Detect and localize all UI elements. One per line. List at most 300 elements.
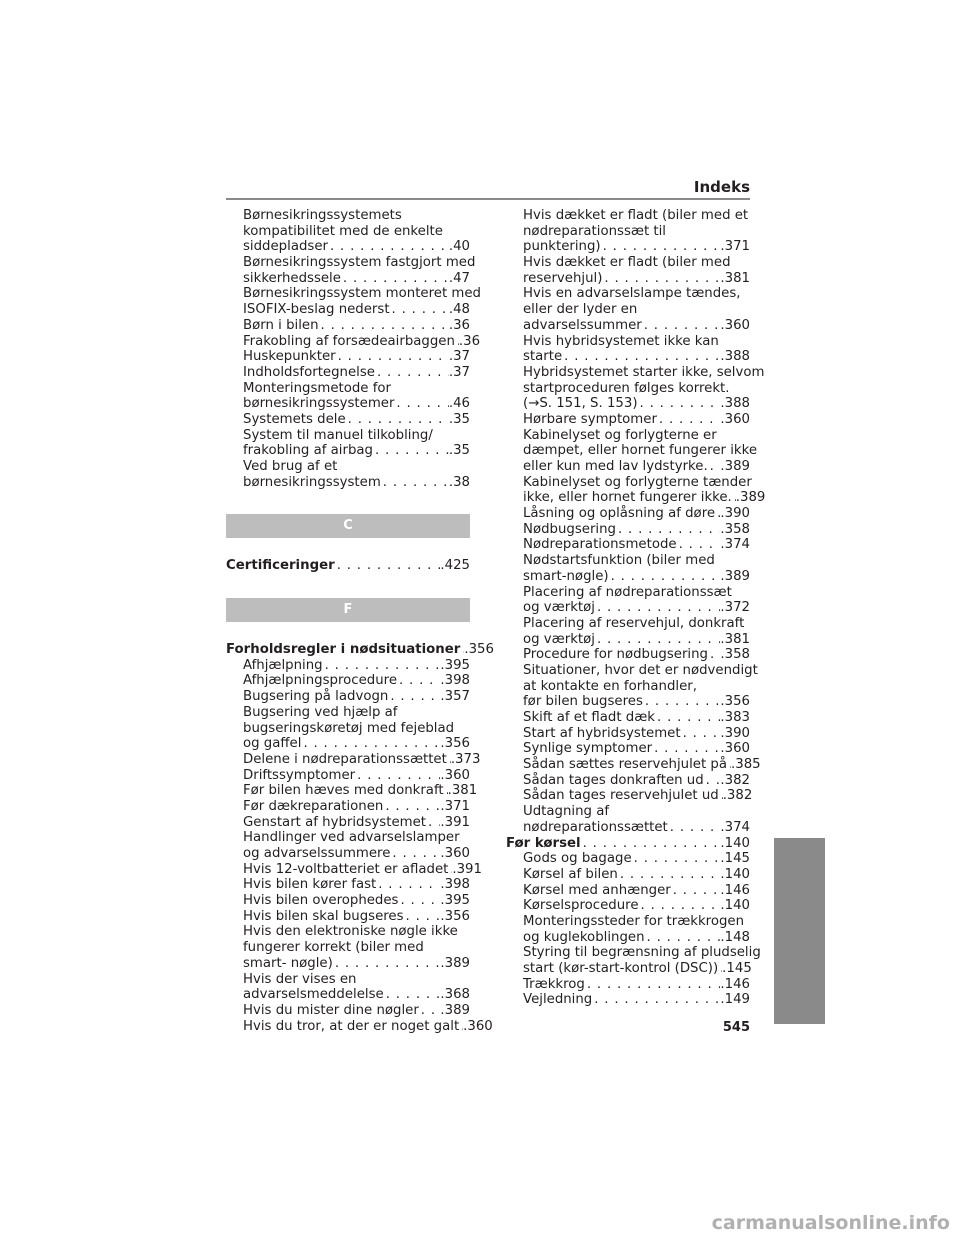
index-entry: [226, 751, 481, 768]
index-entry-line: [226, 721, 470, 737]
dot-leader: [601, 239, 721, 255]
dot-leader: [668, 820, 721, 836]
page-ref: .368: [440, 987, 470, 1003]
index-entry: [226, 396, 470, 412]
index-entry-line: [226, 208, 470, 224]
dot-leader: [333, 956, 441, 972]
page-ref: .47: [448, 270, 470, 286]
index-entry-line: [506, 475, 750, 491]
index-entry: [226, 558, 470, 574]
index-entry-line: [506, 208, 750, 224]
dot-leader: [643, 694, 721, 710]
index-entry-line: [506, 945, 761, 961]
index-entry: [506, 459, 750, 475]
index-entry: [226, 861, 482, 878]
entry-text: Start af hybridsystemet: [523, 725, 681, 741]
entry-text: Bugsering på ladvogn: [243, 689, 389, 705]
index-entry: [506, 396, 750, 412]
page-ref: .374: [720, 537, 750, 553]
entry-text: smart-nøgle): [523, 568, 609, 584]
page-ref: .389: [440, 955, 470, 971]
index-entry: [226, 768, 470, 784]
page-ref: .145: [722, 961, 752, 976]
entry-text: Kabinelyset og forlygterne er: [523, 427, 717, 443]
index-entry-line: [506, 255, 750, 271]
entry-text: Skift af et fladt dæk: [523, 710, 656, 725]
page-ref: .358: [720, 647, 750, 663]
entry-text: Før kørsel: [506, 835, 581, 851]
entry-text: Før dækreparationen: [243, 798, 384, 814]
dot-leader: [341, 271, 449, 287]
entry-text: dæmpet, eller hornet fungerer ikke: [523, 443, 758, 459]
index-entry-line: [506, 428, 750, 444]
entry-text: Børnesikringssystem monteret med: [243, 286, 481, 302]
entry-text: Vejledning: [523, 992, 593, 1008]
page-ref: .381: [720, 631, 750, 647]
page-ref: .389: [440, 1002, 470, 1018]
index-column-right: [506, 208, 766, 1008]
dot-leader: [657, 412, 720, 428]
dot-leader: [426, 815, 440, 831]
entry-text: Situationer, hvor det er nødvendigt: [523, 662, 758, 678]
entry-text: Kørsel med anhænger: [523, 882, 671, 898]
entry-text: Procedure for nødbugsering: [523, 647, 708, 663]
page-ref: .391: [452, 861, 482, 877]
entry-text: Hvis 12-voltbatteriet er afladet: [243, 861, 449, 877]
entry-text: Nødreparationsmetode: [523, 537, 677, 553]
page-ref: .371: [440, 798, 470, 814]
page-ref: .48: [448, 302, 470, 318]
page-ref: .360: [720, 317, 750, 333]
index-entry: [226, 443, 470, 459]
entry-text: Genstart af hybridsystemet: [243, 814, 426, 830]
dot-leader: [388, 689, 440, 705]
entry-text: sikkerhedssele: [243, 270, 341, 286]
page-ref: .389: [720, 459, 750, 474]
entry-text: Afhjælpningsprocedure: [243, 673, 397, 689]
index-entry: [226, 956, 470, 972]
entry-text: Før bilen hæves med donkraft: [243, 783, 444, 799]
dot-leader: [652, 741, 720, 757]
dot-leader: [397, 673, 440, 689]
index-entry-line: [226, 940, 470, 956]
page-ref: .356: [440, 908, 470, 924]
page-ref: .356: [464, 642, 494, 658]
spacer: [226, 622, 470, 642]
page-ref: .148: [720, 929, 750, 945]
entry-text: før bilen bugseres: [523, 694, 643, 710]
dot-leader: [301, 736, 440, 752]
index-entry-line: [506, 804, 750, 820]
page-ref: .356: [440, 736, 470, 752]
index-entry-line: [506, 302, 750, 318]
index-entry-line: [226, 286, 481, 302]
dot-leader: [681, 726, 721, 742]
index-entry-line: [226, 255, 476, 271]
index-entry: [226, 877, 470, 893]
dot-leader: [404, 909, 441, 925]
page-ref: .398: [440, 673, 470, 689]
entry-text: Nødbugsering: [523, 521, 616, 537]
page-ref: .360: [440, 767, 470, 783]
entry-text: Monteringsmetode for: [243, 380, 391, 396]
dot-leader: [639, 898, 721, 914]
dot-leader: [602, 271, 720, 287]
entry-text: bugseringskøretøj med fejeblad: [243, 720, 455, 736]
dot-leader: [677, 537, 721, 553]
entry-text: Nødstartsfunktion (biler med: [523, 553, 715, 569]
dot-leader: [419, 1003, 441, 1019]
entry-text: Kabinelyset og forlygterne tænder: [523, 474, 752, 490]
page-ref: .382: [722, 788, 753, 804]
index-entry-line: [226, 924, 470, 940]
index-entry: [226, 239, 470, 255]
entry-text: System til manuel tilkobling/: [243, 427, 433, 443]
page-ref: .360: [720, 741, 750, 757]
dot-leader: [394, 396, 448, 412]
header-title: Indeks: [693, 178, 750, 196]
entry-text: børnesikringssystem: [243, 474, 381, 490]
page-ref: .357: [440, 689, 470, 705]
dot-leader: [581, 836, 721, 852]
entry-text: Hvis den elektroniske nøgle ikke: [243, 924, 458, 940]
index-entry: [226, 673, 470, 689]
dot-leader: [655, 710, 720, 726]
page-ref: .390: [720, 725, 750, 741]
page-ref: .398: [440, 877, 470, 893]
entry-text: Driftssymptomer: [243, 767, 356, 783]
dot-leader: [592, 992, 720, 1008]
page-ref: .145: [720, 851, 750, 867]
dot-leader: [381, 475, 449, 491]
entry-text: Kørselsprocedure: [523, 898, 639, 914]
entry-text: Hvis dækket er fladt (biler med: [523, 255, 731, 271]
entry-text: Indholdsfortegnelse: [243, 364, 375, 380]
index-entry: [506, 239, 750, 255]
entry-text: (→S. 151, S. 153): [523, 396, 638, 412]
page-ref: .146: [720, 976, 750, 992]
index-entry: [506, 898, 750, 914]
index-entry: [226, 893, 470, 909]
index-entry: [226, 783, 478, 799]
entry-text: ISOFIX-beslag nederst: [243, 302, 390, 318]
page-ref: .374: [720, 819, 750, 835]
entry-text: advarselsmeddelelse: [243, 987, 384, 1003]
letter-heading-c: C: [226, 514, 470, 538]
dot-leader: [390, 846, 440, 862]
index-entry-line: [506, 364, 765, 381]
page-ref: .140: [720, 898, 750, 914]
index-entry-line: [226, 459, 470, 475]
entry-text: Hybridsystemet starter ikke, selvom: [523, 364, 765, 380]
entry-text: Hvis du tror, at der er noget galt: [243, 1018, 460, 1034]
entry-text: og advarselssummere: [243, 846, 391, 861]
page-ref: .389: [720, 568, 750, 584]
dot-leader: [704, 773, 721, 789]
index-entry: [506, 726, 750, 742]
index-entry: [506, 788, 753, 804]
entry-text: Hvis du mister dine nøgler: [243, 1002, 419, 1018]
dot-leader: [609, 569, 721, 585]
entry-text: nødreparationssættet: [523, 819, 668, 835]
index-entry: [506, 992, 750, 1008]
entry-text: og gaffel: [243, 736, 302, 752]
entry-text: Huskepunkter: [243, 349, 336, 365]
index-entry: [226, 1003, 470, 1019]
index-entry-line: [506, 224, 750, 240]
entry-text: reservehjul): [523, 270, 603, 286]
page-ref: .360: [720, 411, 750, 427]
index-entry: [506, 836, 750, 852]
page-ref: .391: [440, 814, 470, 830]
entry-text: Certificeringer: [226, 558, 335, 574]
index-entry-line: [506, 914, 750, 930]
index-entry: [226, 987, 470, 1003]
index-entry: [226, 333, 481, 350]
entry-text: frakobling af airbag: [243, 443, 373, 459]
dot-leader: [335, 558, 441, 574]
entry-text: og kuglekoblingen: [523, 929, 645, 945]
page-ref: .360: [463, 1018, 493, 1034]
index-entry: [506, 600, 750, 616]
page-ref: .46: [448, 396, 470, 412]
index-entry: [506, 318, 750, 334]
watermark-text: carmanualsonline.info: [711, 1212, 950, 1234]
index-entry: [506, 490, 766, 506]
index-entry: [506, 647, 750, 663]
index-entry-line: [226, 705, 470, 721]
page-ref: .381: [447, 783, 478, 799]
dot-leader: [618, 867, 721, 883]
index-entry: [226, 318, 470, 334]
index-entry-line: [226, 381, 470, 397]
index-entry: [506, 412, 750, 428]
chapter-side-tab: [774, 838, 825, 1024]
entry-text: Sådan tages donkraften ud: [523, 772, 704, 788]
entry-text: Hørbare symptomer: [523, 411, 657, 427]
header-rule: [226, 198, 750, 200]
index-entry: [226, 909, 470, 925]
page-ref: .388: [720, 349, 750, 365]
page-ref: .35: [448, 411, 470, 427]
dot-leader: [616, 522, 720, 538]
dot-leader: [336, 349, 449, 365]
index-entry: [226, 736, 470, 752]
page-ref: .381: [720, 270, 750, 286]
index-entry: [226, 412, 470, 428]
entry-text: smart- nøgle): [243, 955, 333, 971]
entry-text: ikke, eller hornet fungerer ikke.: [523, 490, 732, 506]
index-entry: [226, 271, 470, 287]
entry-group: [506, 836, 750, 852]
page-ref: .373: [450, 751, 481, 767]
entry-text: Hvis bilen overophedes: [243, 893, 399, 909]
dot-leader: [595, 632, 720, 648]
page-ref: .395: [440, 657, 470, 673]
index-entry: [506, 741, 750, 757]
dot-leader: [373, 443, 449, 459]
entry-group: [226, 558, 470, 574]
entry-text: Monteringssteder for trækkrogen: [523, 913, 745, 929]
page-ref: .395: [440, 893, 470, 909]
entry-text: og værktøj: [523, 600, 595, 616]
entry-text: Forholdsregler i nødsituationer: [226, 642, 461, 658]
index-entry-line: [226, 972, 470, 988]
index-column-left: [226, 208, 494, 1034]
dot-leader: [355, 768, 440, 784]
index-entry-line: [506, 679, 750, 695]
entry-group: [506, 851, 761, 1008]
entry-group: [506, 208, 766, 836]
index-entry: [506, 883, 750, 899]
entry-text: eller der lyder en: [523, 302, 638, 318]
dot-leader: [638, 396, 721, 412]
index-entry: [506, 522, 750, 538]
entry-text: eller kun med lav lydstyrke.: [523, 459, 708, 474]
entry-text: Afhjælpning: [243, 657, 323, 673]
dot-leader: [398, 893, 440, 909]
index-entry: [226, 846, 470, 862]
index-entry: [506, 961, 750, 977]
dot-leader: [346, 412, 449, 428]
page-ref: .140: [720, 835, 750, 851]
index-entry: [506, 851, 750, 867]
index-entry-line: [506, 443, 758, 459]
index-entry-line: [506, 616, 750, 632]
page-ref: .358: [720, 521, 750, 537]
entry-text: Hvis der vises en: [243, 971, 357, 987]
dot-leader: [328, 239, 449, 255]
entry-group: [226, 657, 493, 1035]
index-entry: [506, 349, 750, 365]
page-number: 545: [722, 1020, 750, 1035]
dot-leader: [384, 987, 441, 1003]
index-entry: [506, 537, 750, 553]
spacer: [226, 574, 470, 598]
page-ref: .140: [720, 866, 750, 882]
dot-leader: [375, 365, 449, 381]
page-ref: .37: [448, 349, 470, 365]
index-entry: [226, 642, 494, 658]
dot-leader: [585, 977, 721, 993]
entry-text: starte: [523, 349, 563, 365]
page-ref: .382: [720, 772, 750, 788]
dot-leader: [319, 318, 449, 334]
dot-leader: [390, 302, 449, 318]
entry-text: Hvis hybridsystemet ikke kan: [523, 333, 719, 349]
index-entry-line: [226, 830, 470, 846]
dot-leader: [383, 799, 440, 815]
entry-text: Hvis en advarselslampe tændes,: [523, 286, 741, 302]
index-entry: [226, 689, 470, 705]
entry-group: [226, 208, 481, 490]
page-ref: .40: [448, 239, 470, 255]
page-ref: .360: [440, 846, 470, 861]
entry-text: at kontakte en forhandler,: [523, 678, 697, 694]
index-entry: [226, 658, 470, 674]
index-entry: [226, 349, 470, 365]
entry-text: og værktøj: [523, 631, 595, 647]
dot-leader: [595, 600, 720, 616]
dot-leader: [323, 658, 441, 674]
entry-group: [226, 642, 494, 658]
index-entry: [226, 815, 470, 831]
page-ref: .146: [720, 882, 750, 898]
entry-text: siddepladser: [243, 239, 328, 255]
entry-text: advarselssummer: [523, 317, 642, 333]
index-entry: [226, 475, 470, 491]
entry-text: Børnesikringssystemets: [243, 208, 402, 223]
index-entry: [506, 694, 750, 710]
spacer: [226, 490, 470, 514]
dot-leader: [376, 877, 440, 893]
entry-text: startproceduren følges korrekt.: [523, 380, 730, 396]
index-entry: [506, 773, 750, 789]
index-entry-line: [506, 662, 758, 679]
page-ref: .371: [720, 239, 750, 255]
index-entry: [506, 867, 750, 883]
page-ref: .36: [458, 333, 481, 349]
page-ref: .383: [720, 710, 750, 725]
index-entry: [506, 506, 750, 522]
dot-leader: [645, 930, 721, 946]
entry-text: start (kør-start-kontrol (DSC)): [523, 961, 719, 976]
entry-text: Systemets dele: [243, 411, 346, 427]
index-entry-line: [226, 428, 470, 444]
page-ref: .35: [448, 443, 470, 459]
dot-leader: [708, 647, 720, 663]
letter-heading-f: F: [226, 598, 470, 622]
dot-leader: [562, 349, 720, 365]
entry-text: Bugsering ved hjælp af: [243, 704, 398, 720]
index-entry: [226, 365, 470, 381]
entry-text: Gods og bagage: [523, 851, 632, 867]
page-ref: .149: [720, 992, 750, 1008]
page-ref: .36: [448, 317, 470, 333]
dot-leader: [632, 851, 721, 867]
entry-text: Låsning og oplåsning af døre: [523, 506, 716, 522]
index-entry: [506, 271, 750, 287]
page-ref: .356: [720, 694, 750, 710]
page-ref: .389: [735, 490, 766, 506]
entry-text: Handlinger ved advarselslamper: [243, 830, 460, 846]
entry-text: Delene i nødreparationssættet: [243, 751, 447, 767]
entry-text: Hvis bilen skal bugseres: [243, 908, 404, 924]
entry-text: Børnesikringssystem fastgjort med: [243, 255, 476, 271]
index-entry-line: [506, 286, 750, 302]
entry-text: børnesikringssystemer: [243, 396, 395, 412]
entry-text: Frakobling af forsædeairbaggen: [243, 333, 455, 349]
dot-leader: [708, 459, 721, 475]
index-entry: [506, 930, 750, 946]
index-entry-line: [506, 553, 750, 569]
spacer: [226, 538, 470, 558]
entry-text: Styring til begrænsning af pludselig: [523, 945, 761, 961]
index-entry: [226, 799, 470, 815]
entry-text: Synlige symptomer: [523, 741, 653, 757]
index-entry: [506, 710, 750, 726]
page-ref: .425: [440, 558, 470, 574]
entry-text: Trækkrog: [523, 976, 585, 992]
entry-text: Udtagning af: [523, 804, 610, 820]
index-entry: [506, 569, 750, 585]
page-ref: .38: [448, 474, 470, 490]
index-entry-line: [506, 585, 750, 601]
index-entry: [506, 977, 750, 993]
entry-text: Sådan sættes reservehjulet på: [523, 757, 728, 773]
entry-text: Hvis dækket er fladt (biler med et: [523, 208, 749, 223]
page-ref: .385: [731, 757, 761, 773]
